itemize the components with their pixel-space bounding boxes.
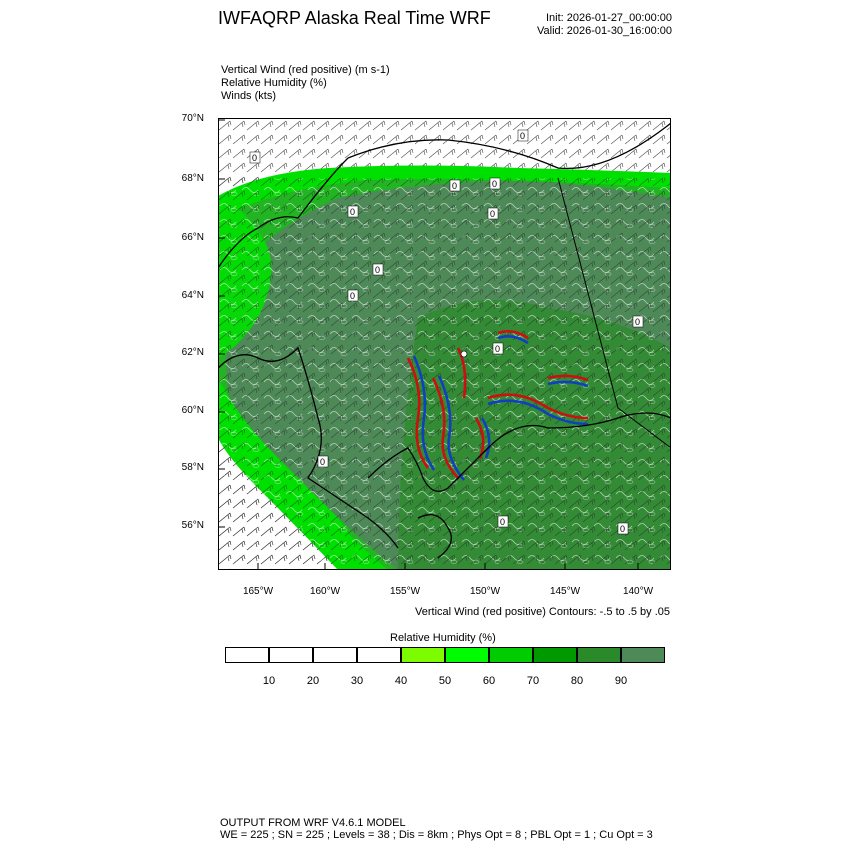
contour-label: 0: [252, 153, 258, 163]
lat-label: 70°N: [181, 113, 204, 124]
contour-label: 0: [490, 209, 496, 219]
lat-label: 66°N: [181, 232, 204, 243]
legend-label: 40: [394, 675, 408, 687]
legend-swatch: [577, 647, 621, 663]
contour-note: Vertical Wind (red positive) Contours: -.5 to .5 by .05: [415, 606, 670, 618]
field-label-vertical-wind: Vertical Wind (red positive) (m s-1): [221, 64, 390, 76]
legend-swatch: [621, 647, 665, 663]
legend-swatch: [225, 647, 269, 663]
contour-label: 0: [375, 265, 381, 275]
map-panel: [218, 118, 671, 570]
contour-label: 0: [620, 524, 626, 534]
contour-label: 0: [520, 131, 526, 141]
legend-swatch: [445, 647, 489, 663]
legend-label: 50: [438, 675, 452, 687]
lat-label: 62°N: [181, 347, 204, 358]
lon-label: 140°W: [622, 586, 654, 597]
contour-label: 0: [495, 344, 501, 354]
lon-label: 145°W: [549, 586, 581, 597]
legend-label: 10: [262, 675, 276, 687]
lat-label: 68°N: [181, 173, 204, 184]
legend-label: 20: [306, 675, 320, 687]
footer-model: OUTPUT FROM WRF V4.6.1 MODEL: [220, 817, 406, 829]
contour-label: 0: [320, 457, 326, 467]
lat-label: 60°N: [181, 405, 204, 416]
lon-label: 155°W: [389, 586, 421, 597]
legend-label: 70: [526, 675, 540, 687]
legend-label: 30: [350, 675, 364, 687]
lon-label: 165°W: [242, 586, 274, 597]
map-canvas: [218, 118, 671, 570]
legend-swatch: [533, 647, 577, 663]
contour-label: 0: [350, 207, 356, 217]
contour-label: 0: [452, 181, 458, 191]
field-label-winds: Winds (kts): [221, 90, 276, 102]
contour-label: 0: [635, 317, 641, 327]
lat-label: 58°N: [181, 462, 204, 473]
lat-label: 56°N: [181, 520, 204, 531]
init-time: Init: 2026-01-27_00:00:00: [546, 12, 672, 24]
station-marker: [461, 351, 467, 357]
legend-label: 80: [570, 675, 584, 687]
valid-time: Valid: 2026-01-30_16:00:00: [537, 25, 672, 37]
lat-label: 64°N: [181, 290, 204, 301]
map-title: IWFAQRP Alaska Real Time WRF: [218, 8, 491, 28]
legend-swatch: [401, 647, 445, 663]
contour-label: 0: [500, 517, 506, 527]
field-label-relative-humidity: Relative Humidity (%): [221, 77, 327, 89]
footer-config: WE = 225 ; SN = 225 ; Levels = 38 ; Dis = 8km ; Phys Opt = 8 ; PBL Opt = 1 ; Cu Opt = 3: [220, 829, 653, 841]
legend-label: 90: [614, 675, 628, 687]
legend-swatch: [313, 647, 357, 663]
legend-swatch: [357, 647, 401, 663]
legend-swatch: [489, 647, 533, 663]
contour-label: 0: [492, 179, 498, 189]
legend-title: Relative Humidity (%): [390, 632, 496, 644]
lon-label: 150°W: [469, 586, 501, 597]
legend-label: 60: [482, 675, 496, 687]
lon-label: 160°W: [309, 586, 341, 597]
run-times: [537, 12, 672, 38]
contour-label: 0: [350, 291, 356, 301]
legend-swatch: [269, 647, 313, 663]
